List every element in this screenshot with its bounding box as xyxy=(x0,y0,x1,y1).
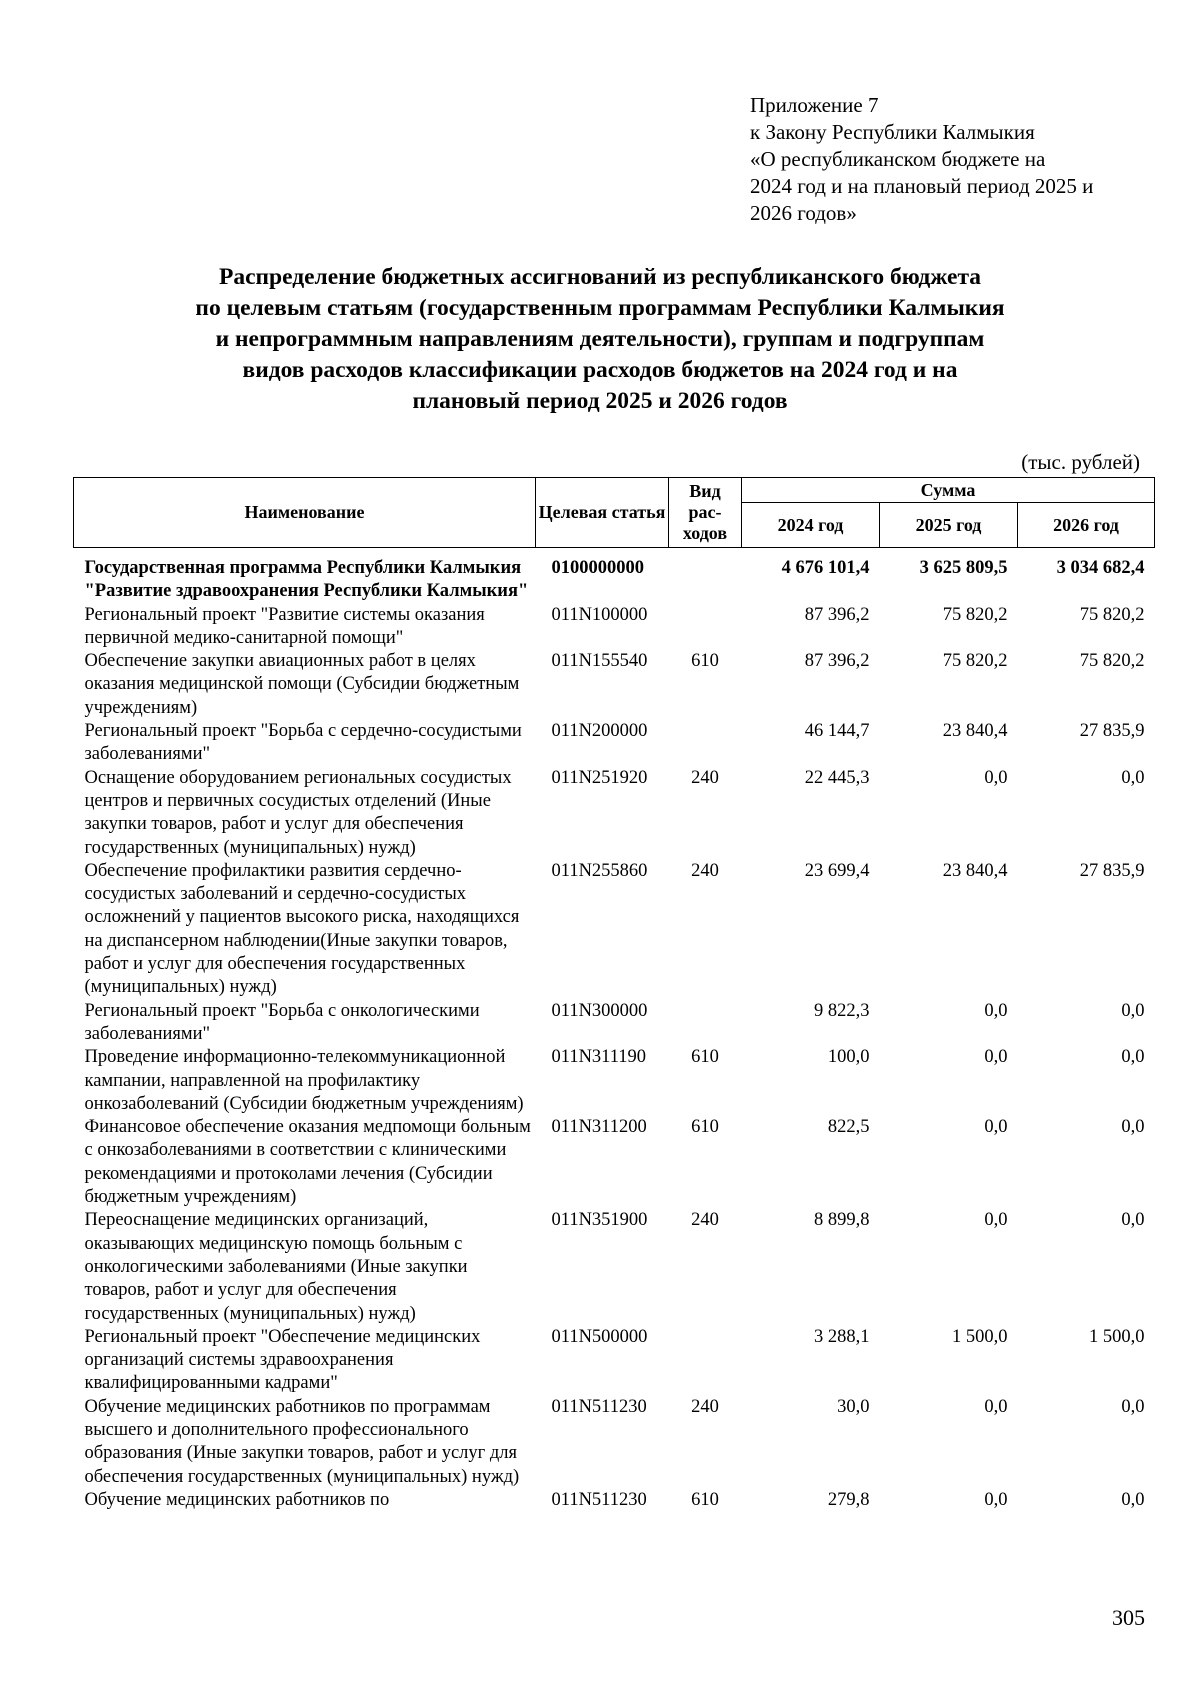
row-2025-cell: 23 840,4 xyxy=(942,860,1008,881)
table-row xyxy=(74,1116,1155,1209)
row-2025-cell: 23 840,4 xyxy=(942,721,1008,742)
row-2026-cell: 0,0 xyxy=(1121,1000,1145,1021)
table-row xyxy=(74,767,1155,860)
row-vid-cell: 610 xyxy=(691,1489,719,1510)
row-vid-cell: 240 xyxy=(691,1396,719,1417)
table-row xyxy=(74,720,1155,767)
row-2025-cell: 1 500,0 xyxy=(952,1326,1008,1347)
table-row xyxy=(74,604,1155,651)
row-2026-cell: 3 034 682,4 xyxy=(1056,558,1145,578)
row-vid-cell xyxy=(669,1000,742,1047)
title-line: по целевым статьям (государственным программам Республики Калмыкия xyxy=(195,295,1005,321)
row-name-cell: Проведение информационно-телекоммуникационной кампании, направленной на профилактику онкозаболеваний (Субсидии бюджетным учреждениям) xyxy=(84,1047,524,1114)
header-2025: 2025 год xyxy=(880,503,1018,548)
table-row xyxy=(74,860,1155,1000)
row-2025-cell: 0,0 xyxy=(984,1000,1008,1021)
row-vid-cell: 610 xyxy=(691,1117,719,1138)
row-code-cell: 011N251920 xyxy=(551,767,648,788)
row-2026-cell: 27 835,9 xyxy=(1079,860,1145,881)
row-2026-cell: 27 835,9 xyxy=(1079,721,1145,742)
row-2026-cell: 0,0 xyxy=(1121,1489,1145,1510)
row-vid-cell xyxy=(669,604,742,651)
header-name: Наименование xyxy=(74,478,536,548)
table-row xyxy=(74,1000,1155,1047)
table-row xyxy=(74,1396,1155,1489)
row-2024-cell: 87 396,2 xyxy=(804,651,870,672)
row-2026-cell: 0,0 xyxy=(1121,1117,1145,1138)
table-row xyxy=(74,1326,1155,1396)
row-2026-cell: 0,0 xyxy=(1121,1396,1145,1417)
row-2026-cell: 0,0 xyxy=(1121,767,1145,788)
table-header xyxy=(74,478,1155,548)
title-line: плановый период 2025 и 2026 годов xyxy=(412,388,788,414)
row-2026-cell: 0,0 xyxy=(1121,1047,1145,1068)
row-code-cell: 011N300000 xyxy=(551,1000,648,1021)
row-2026-cell: 1 500,0 xyxy=(1089,1326,1145,1347)
unit-label: (тыс. рублей) xyxy=(1021,450,1140,474)
row-name-cell: Региональный проект "Борьба с онкологическими заболеваниями" xyxy=(84,1000,480,1044)
row-2024-cell: 3 288,1 xyxy=(814,1326,870,1347)
row-2024-cell: 8 899,8 xyxy=(814,1210,870,1231)
title-line: видов расходов классификации расходов бюджетов на 2024 год и на xyxy=(242,357,958,383)
row-name-cell: Региональный проект "Обеспечение медицинских организаций системы здравоохранения квалифицированными кадрами" xyxy=(84,1326,481,1394)
row-name-cell: Оснащение оборудованием региональных сосудистых центров и первичных сосудистых отделений (Иные закупки товаров, работ и услуг для обеспечения государственных (муниципальных) нужд) xyxy=(84,767,512,858)
row-code-cell: 011N200000 xyxy=(551,721,648,742)
row-2025-cell: 3 625 809,5 xyxy=(919,558,1008,578)
table-row xyxy=(74,1489,1155,1512)
row-vid-cell: 240 xyxy=(691,1210,719,1231)
header-2026: 2026 год xyxy=(1018,503,1155,548)
row-name-cell: Переоснащение медицинских организаций, оказывающих медицинскую помощь больным с онкологическими заболеваниями (Иные закупки товаров, работ и услуг для обеспечения государственных (муниципальных) нужд) xyxy=(84,1210,468,1324)
row-name-cell: Обучение медицинских работников по программам высшего и дополнительного профессионального образования (Иные закупки товаров, работ и услуг для обеспечения государственных (муниципальных) нужд) xyxy=(84,1396,520,1487)
row-vid-cell: 240 xyxy=(691,860,719,881)
row-name-cell: Государственная программа Республики Калмыкия "Развитие здравоохранения Республики Калмыкия" xyxy=(84,558,529,602)
row-2024-cell: 30,0 xyxy=(837,1396,870,1417)
table-row xyxy=(74,1209,1155,1325)
row-2024-cell: 22 445,3 xyxy=(804,767,870,788)
row-code-cell: 011N311200 xyxy=(551,1117,647,1138)
row-code-cell: 0100000000 xyxy=(551,558,644,578)
row-2025-cell: 75 820,2 xyxy=(942,604,1008,625)
row-code-cell: 011N311190 xyxy=(551,1047,647,1068)
row-2024-cell: 100,0 xyxy=(827,1047,870,1068)
row-code-cell: 011N511230 xyxy=(551,1396,647,1417)
row-2026-cell: 0,0 xyxy=(1121,1210,1145,1231)
title-line: и непрограммным направлениям деятельности), группам и подгруппам xyxy=(215,326,985,352)
row-name-cell: Обеспечение закупки авиационных работ в целях оказания медицинской помощи (Субсидии бюджетным учреждениям) xyxy=(84,651,520,718)
table-row xyxy=(74,548,1155,604)
budget-table xyxy=(73,477,1155,1512)
row-2024-cell: 279,8 xyxy=(827,1489,870,1510)
appendix-line: «О республиканском бюджете на xyxy=(750,147,1046,171)
header-sum: Сумма xyxy=(742,478,1155,503)
row-name-cell: Обучение медицинских работников по xyxy=(84,1489,390,1510)
row-2025-cell: 0,0 xyxy=(984,1210,1008,1231)
row-2025-cell: 75 820,2 xyxy=(942,651,1008,672)
row-2025-cell: 0,0 xyxy=(984,1489,1008,1510)
row-vid-cell: 610 xyxy=(691,651,719,672)
table-row xyxy=(74,650,1155,720)
row-code-cell: 011N155540 xyxy=(551,651,648,672)
row-name-cell: Обеспечение профилактики развития сердечно-сосудистых заболеваний и сердечно-сосудистых осложнений у пациентов высокого риска, находящихся на диспансерном наблюдении(Иные закупки товаров, работ и услуг для обеспечения государственных (муниципальных) нужд) xyxy=(84,860,520,998)
page-number: 305 xyxy=(1112,1605,1145,1630)
row-2026-cell: 75 820,2 xyxy=(1079,604,1145,625)
header-2024: 2024 год xyxy=(742,503,880,548)
table-body xyxy=(74,548,1155,1513)
row-vid-cell xyxy=(669,1326,742,1396)
header-code: Целевая статья xyxy=(536,478,669,548)
row-name-cell: Финансовое обеспечение оказания медпомощи больным с онкозаболеваниями в соответствии с клиническими рекомендациями и протоколами лечения (Субсидии бюджетным учреждениям) xyxy=(84,1117,531,1208)
appendix-note xyxy=(750,92,1170,227)
row-code-cell: 011N511230 xyxy=(551,1489,647,1510)
table-row xyxy=(74,1046,1155,1116)
row-vid-cell xyxy=(669,548,742,604)
row-2024-cell: 4 676 101,4 xyxy=(781,558,870,578)
row-code-cell: 011N500000 xyxy=(551,1326,648,1347)
row-code-cell: 011N255860 xyxy=(551,860,648,881)
appendix-line: 2026 годов» xyxy=(750,201,857,225)
row-2024-cell: 87 396,2 xyxy=(804,604,870,625)
header-vid: Вид рас-ходов xyxy=(669,478,742,548)
row-2025-cell: 0,0 xyxy=(984,1047,1008,1068)
row-name-cell: Региональный проект "Борьба с сердечно-сосудистыми заболеваниями" xyxy=(84,721,522,765)
appendix-line: Приложение 7 xyxy=(750,93,879,117)
document-title xyxy=(100,262,1100,417)
row-vid-cell: 610 xyxy=(691,1047,719,1068)
row-2025-cell: 0,0 xyxy=(984,767,1008,788)
title-line: Распределение бюджетных ассигнований из республиканского бюджета xyxy=(218,264,982,290)
row-2026-cell: 75 820,2 xyxy=(1079,651,1145,672)
row-name-cell: Региональный проект "Развитие системы оказания первичной медико-санитарной помощи" xyxy=(84,604,485,648)
appendix-line: 2024 год и на плановый период 2025 и xyxy=(750,174,1094,198)
row-vid-cell: 240 xyxy=(691,767,719,788)
row-2024-cell: 23 699,4 xyxy=(804,860,870,881)
row-2024-cell: 46 144,7 xyxy=(804,721,870,742)
row-2024-cell: 9 822,3 xyxy=(814,1000,870,1021)
row-2025-cell: 0,0 xyxy=(984,1117,1008,1138)
row-2025-cell: 0,0 xyxy=(984,1396,1008,1417)
appendix-line: к Закону Республики Калмыкия xyxy=(750,120,1035,144)
row-vid-cell xyxy=(669,720,742,767)
row-2024-cell: 822,5 xyxy=(827,1117,870,1138)
row-code-cell: 011N100000 xyxy=(551,604,648,625)
row-code-cell: 011N351900 xyxy=(551,1210,648,1231)
